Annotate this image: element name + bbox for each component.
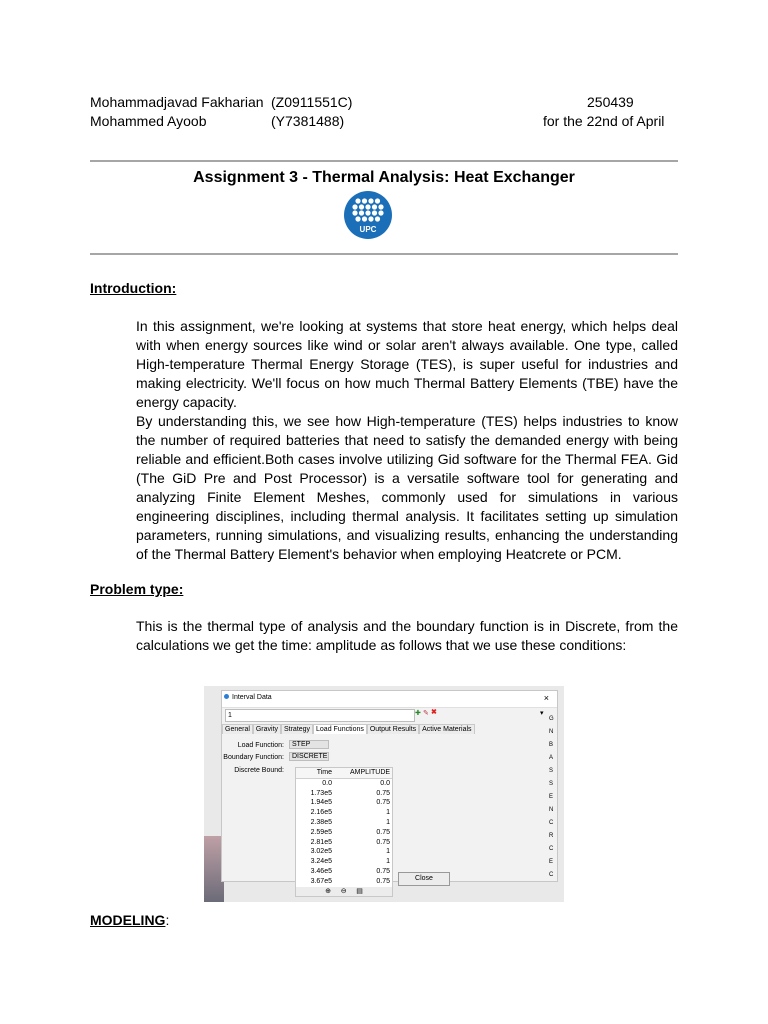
rename-icon[interactable]: ✎ (423, 710, 429, 717)
author2-id: (Y7381488) (271, 113, 345, 129)
intro-paragraph-1: In this assignment, we're looking at systems that store heat energy, which helps deal with when energy sources like wind or solar aren't always available. One type, called High-temperature Thermal Energy Storage (TES), is super useful for industries and making electricity. We'll focus on how much Thermal Battery Elements (TBE) have the energy capacity. (136, 318, 678, 410)
author2-name: Mohammed Ayoob (90, 113, 207, 129)
add-row-icon[interactable]: ⊕ (325, 887, 331, 895)
window-titlebar (222, 691, 557, 708)
intro-paragraph-2: By understanding this, we see how High-temperature (TES) helps industries to know the number of required batteries that need to satisfy the demanded energy with being reliable and efficient.Both cases involve utilizing Gid software for the Thermal FEA. Gid (The GiD Pre and Post Processor) is a versatile software tool for generating and analyzing Finite Element Meshes, commonly used for simulations in various engineering disciplines, including thermal analysis. It facilitates setting up simulation parameters, running simulations, and visualizing results, enhancing the understanding of the Thermal Battery Element's behavior when employing Heatcrete or PCM. (136, 413, 678, 562)
tab-gravity[interactable]: Gravity (253, 724, 281, 734)
table-row[interactable]: 2.38e5 1 (310, 818, 390, 826)
introduction-body (136, 317, 678, 564)
tab-bar (222, 724, 473, 735)
boundary-function-select[interactable]: DISCRETE (289, 752, 329, 761)
window-title: Interval Data (232, 694, 272, 701)
bottom-divider (90, 253, 678, 255)
tab-strategy[interactable]: Strategy (281, 724, 313, 734)
table-row[interactable]: 3.46e5 0.75 (310, 867, 390, 875)
time-header: Time (316, 769, 332, 776)
close-button[interactable]: Close (398, 872, 450, 886)
modeling-heading-wrap (90, 912, 169, 928)
author1-id: (Z0911551C) (271, 94, 353, 110)
problem-type-heading: Problem type: (90, 581, 184, 597)
add-icon[interactable]: ✚ (415, 710, 421, 717)
table-row[interactable]: 2.81e5 0.75 (310, 838, 390, 846)
tab-general[interactable]: General (222, 724, 253, 734)
tab-active-materials[interactable]: Active Materials (419, 724, 474, 734)
author1-name: Mohammadjavad Fakharian (90, 94, 264, 110)
tab-load-functions[interactable]: Load Functions (313, 724, 367, 734)
table-row[interactable]: 3.67e5 0.75 (310, 877, 390, 885)
table-row[interactable]: 2.59e5 0.75 (310, 828, 390, 836)
top-divider (90, 160, 678, 162)
interval-data-screenshot (204, 686, 564, 902)
edit-table-icon[interactable]: ▤ (356, 887, 363, 895)
interval-combo[interactable]: 1 (225, 709, 415, 722)
upc-logo (343, 190, 393, 240)
amplitude-header: AMPLITUDE (350, 769, 391, 776)
table-toolbar (296, 887, 392, 897)
introduction-heading: Introduction: (90, 280, 177, 296)
remove-row-icon[interactable]: ⊖ (340, 887, 347, 895)
delete-icon[interactable]: ✖ (431, 709, 437, 716)
table-row[interactable]: 1.94e5 0.75 (310, 799, 390, 807)
table-row[interactable]: 3.24e5 1 (310, 858, 390, 866)
load-function-select[interactable]: STEP (289, 740, 329, 749)
discrete-table (295, 767, 393, 897)
load-function-label: Load Function: (237, 742, 284, 749)
table-row[interactable]: 3.02e5 1 (310, 848, 390, 856)
side-column: G N B A S S E N C R C E C (549, 716, 554, 878)
app-icon (224, 694, 229, 699)
modeling-heading: MODELING (90, 912, 166, 928)
problem-paragraph: This is the thermal type of analysis and the boundary function is in Discrete, from the calculations we get the time: amplitude as follows that we use these conditions: (136, 618, 678, 653)
due-date: for the 22nd of April (543, 113, 665, 129)
table-header (296, 768, 392, 779)
boundary-function-label: Boundary Function: (223, 754, 284, 761)
author1-number: 250439 (587, 94, 634, 110)
logo-text: UPC (359, 225, 377, 234)
modeling-colon: : (165, 912, 170, 928)
tab-output-results[interactable]: Output Results (367, 724, 419, 734)
menu-icon[interactable]: ▾ (540, 710, 544, 717)
table-row[interactable]: 2.16e5 1 (310, 809, 390, 817)
discrete-bound-label: Discrete Bound: (234, 767, 284, 774)
table-row[interactable]: 0.0 0.0 (322, 779, 390, 787)
table-row[interactable]: 1.73e5 0.75 (310, 789, 390, 797)
page-title: Assignment 3 - Thermal Analysis: Heat Exchanger (193, 169, 575, 186)
interval-data-window (221, 690, 558, 895)
close-icon[interactable]: × (543, 693, 549, 703)
